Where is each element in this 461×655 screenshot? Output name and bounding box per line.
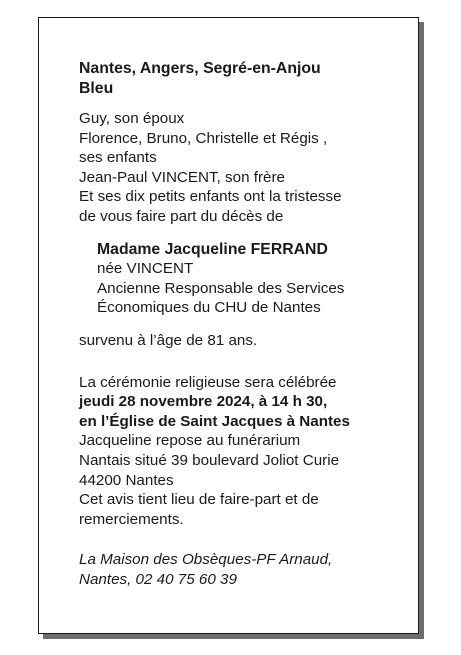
- locations-line-2: Bleu: [79, 80, 114, 97]
- deceased-name: Madame Jacqueline FERRAND: [97, 240, 328, 258]
- ceremony-place: en l’Église de Saint Jacques à Nantes: [79, 412, 350, 430]
- funeral-home-signature: [79, 550, 419, 589]
- family-line: Jean-Paul VINCENT, son frère: [79, 168, 285, 186]
- deceased-role-line-2: Économiques du CHU de Nantes: [97, 299, 321, 317]
- ceremony-intro: La cérémonie religieuse sera célébrée: [79, 373, 337, 391]
- ceremony-block: [79, 373, 419, 530]
- family-announcement: [79, 109, 419, 227]
- signature-line-2: Nantes, 02 40 75 60 39: [79, 570, 237, 588]
- family-line: Guy, son époux: [79, 110, 185, 127]
- deceased-block: [97, 240, 419, 318]
- ceremony-date: jeudi 28 novembre 2024, à 14 h 30,: [79, 393, 328, 411]
- ceremony-detail-line: Nantais situé 39 boulevard Joliot Curie: [79, 451, 340, 469]
- family-line: ses enfants: [79, 149, 157, 167]
- ceremony-detail-line: remerciements.: [79, 510, 184, 528]
- age-text: survenu à l’âge de 81 ans.: [79, 331, 258, 349]
- locations-line-1: Nantes, Angers, Segré-en-Anjou: [79, 60, 321, 77]
- obituary-notice-card: [38, 17, 419, 634]
- family-line: Et ses dix petits enfants ont la tristesse: [79, 188, 342, 206]
- deceased-role-line-1: Ancienne Responsable des Services: [97, 279, 345, 297]
- notice-locations-heading: [79, 59, 419, 99]
- ceremony-detail-line: Cet avis tient lieu de faire-part et de: [79, 491, 319, 509]
- ceremony-detail-line: 44200 Nantes: [79, 471, 174, 489]
- family-line: de vous faire part du décès de: [79, 207, 284, 225]
- age-statement: [79, 331, 419, 351]
- ceremony-detail-line: Jacqueline repose au funérarium: [79, 432, 301, 450]
- family-line: Florence, Bruno, Christelle et Régis ,: [79, 129, 328, 147]
- notice-body: [79, 59, 419, 589]
- deceased-maiden-name: née VINCENT: [97, 260, 194, 278]
- signature-line-1: La Maison des Obsèques-PF Arnaud,: [79, 551, 333, 569]
